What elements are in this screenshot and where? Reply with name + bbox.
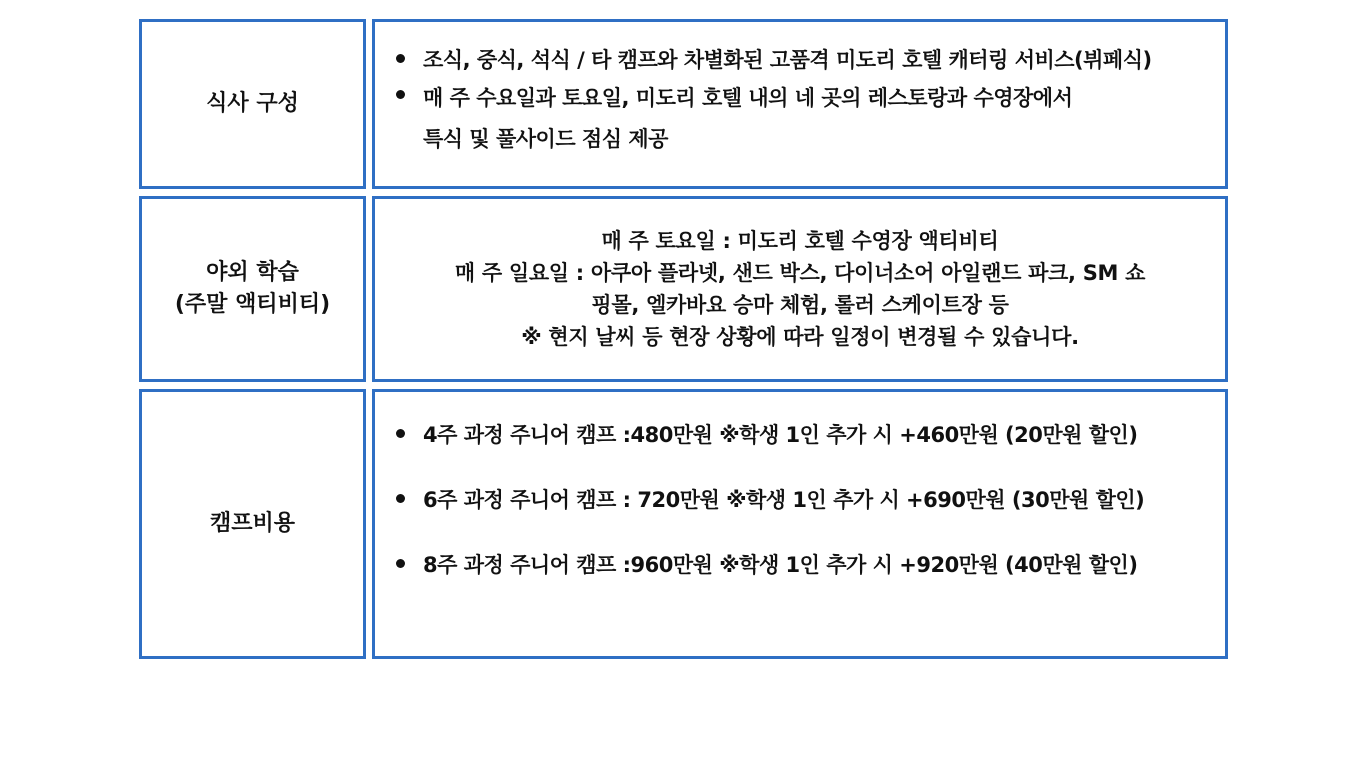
list-item: 8주 과정 주니어 캠프 :960만원 ※학생 1인 추가 시 +920만원 (40만원 할인)	[393, 547, 1144, 583]
meal-label: 식사 구성	[206, 91, 299, 116]
meal-list	[393, 42, 1152, 160]
cost-label: 캠프비용	[209, 511, 295, 536]
list-item: 매 주 수요일과 토요일, 미도리 호텔 내의 네 곳의 레스토랑과 수영장에서 특식 및 풀사이드 점심 제공	[393, 78, 1152, 160]
cost-list	[393, 417, 1144, 583]
cost-label-cell	[139, 389, 366, 659]
list-item: 조식, 중식, 석식 / 타 캠프와 차별화된 고품격 미도리 호텔 캐터링 서비스(뷔페식)	[393, 42, 1152, 78]
meal-label-cell	[139, 19, 366, 189]
list-item: 4주 과정 주니어 캠프 :480만원 ※학생 1인 추가 시 +460만원 (20만원 할인)	[393, 417, 1144, 453]
list-item: 6주 과정 주니어 캠프 : 720만원 ※학생 1인 추가 시 +690만원 (30만원 할인)	[393, 482, 1144, 518]
meal-content-cell	[372, 19, 1228, 189]
outdoor-schedule: 매 주 토요일 : 미도리 호텔 수영장 액티비티 매 주 일요일 : 아쿠아 플라넷, 샌드 박스, 다이너소어 아일랜드 파크, SM 쇼 핑몰, 엘카바요 승마 체험, 롤러 스케이트장 등 ※ 현지 날씨 등 현장 상황에 따라 일정이 변경될 수 있습니다.	[454, 229, 1146, 349]
cost-content-cell	[372, 389, 1228, 659]
outdoor-content-cell	[372, 196, 1228, 382]
outdoor-label-cell	[139, 196, 366, 382]
outdoor-label: 야외 학습 (주말 액티비티)	[174, 260, 331, 317]
